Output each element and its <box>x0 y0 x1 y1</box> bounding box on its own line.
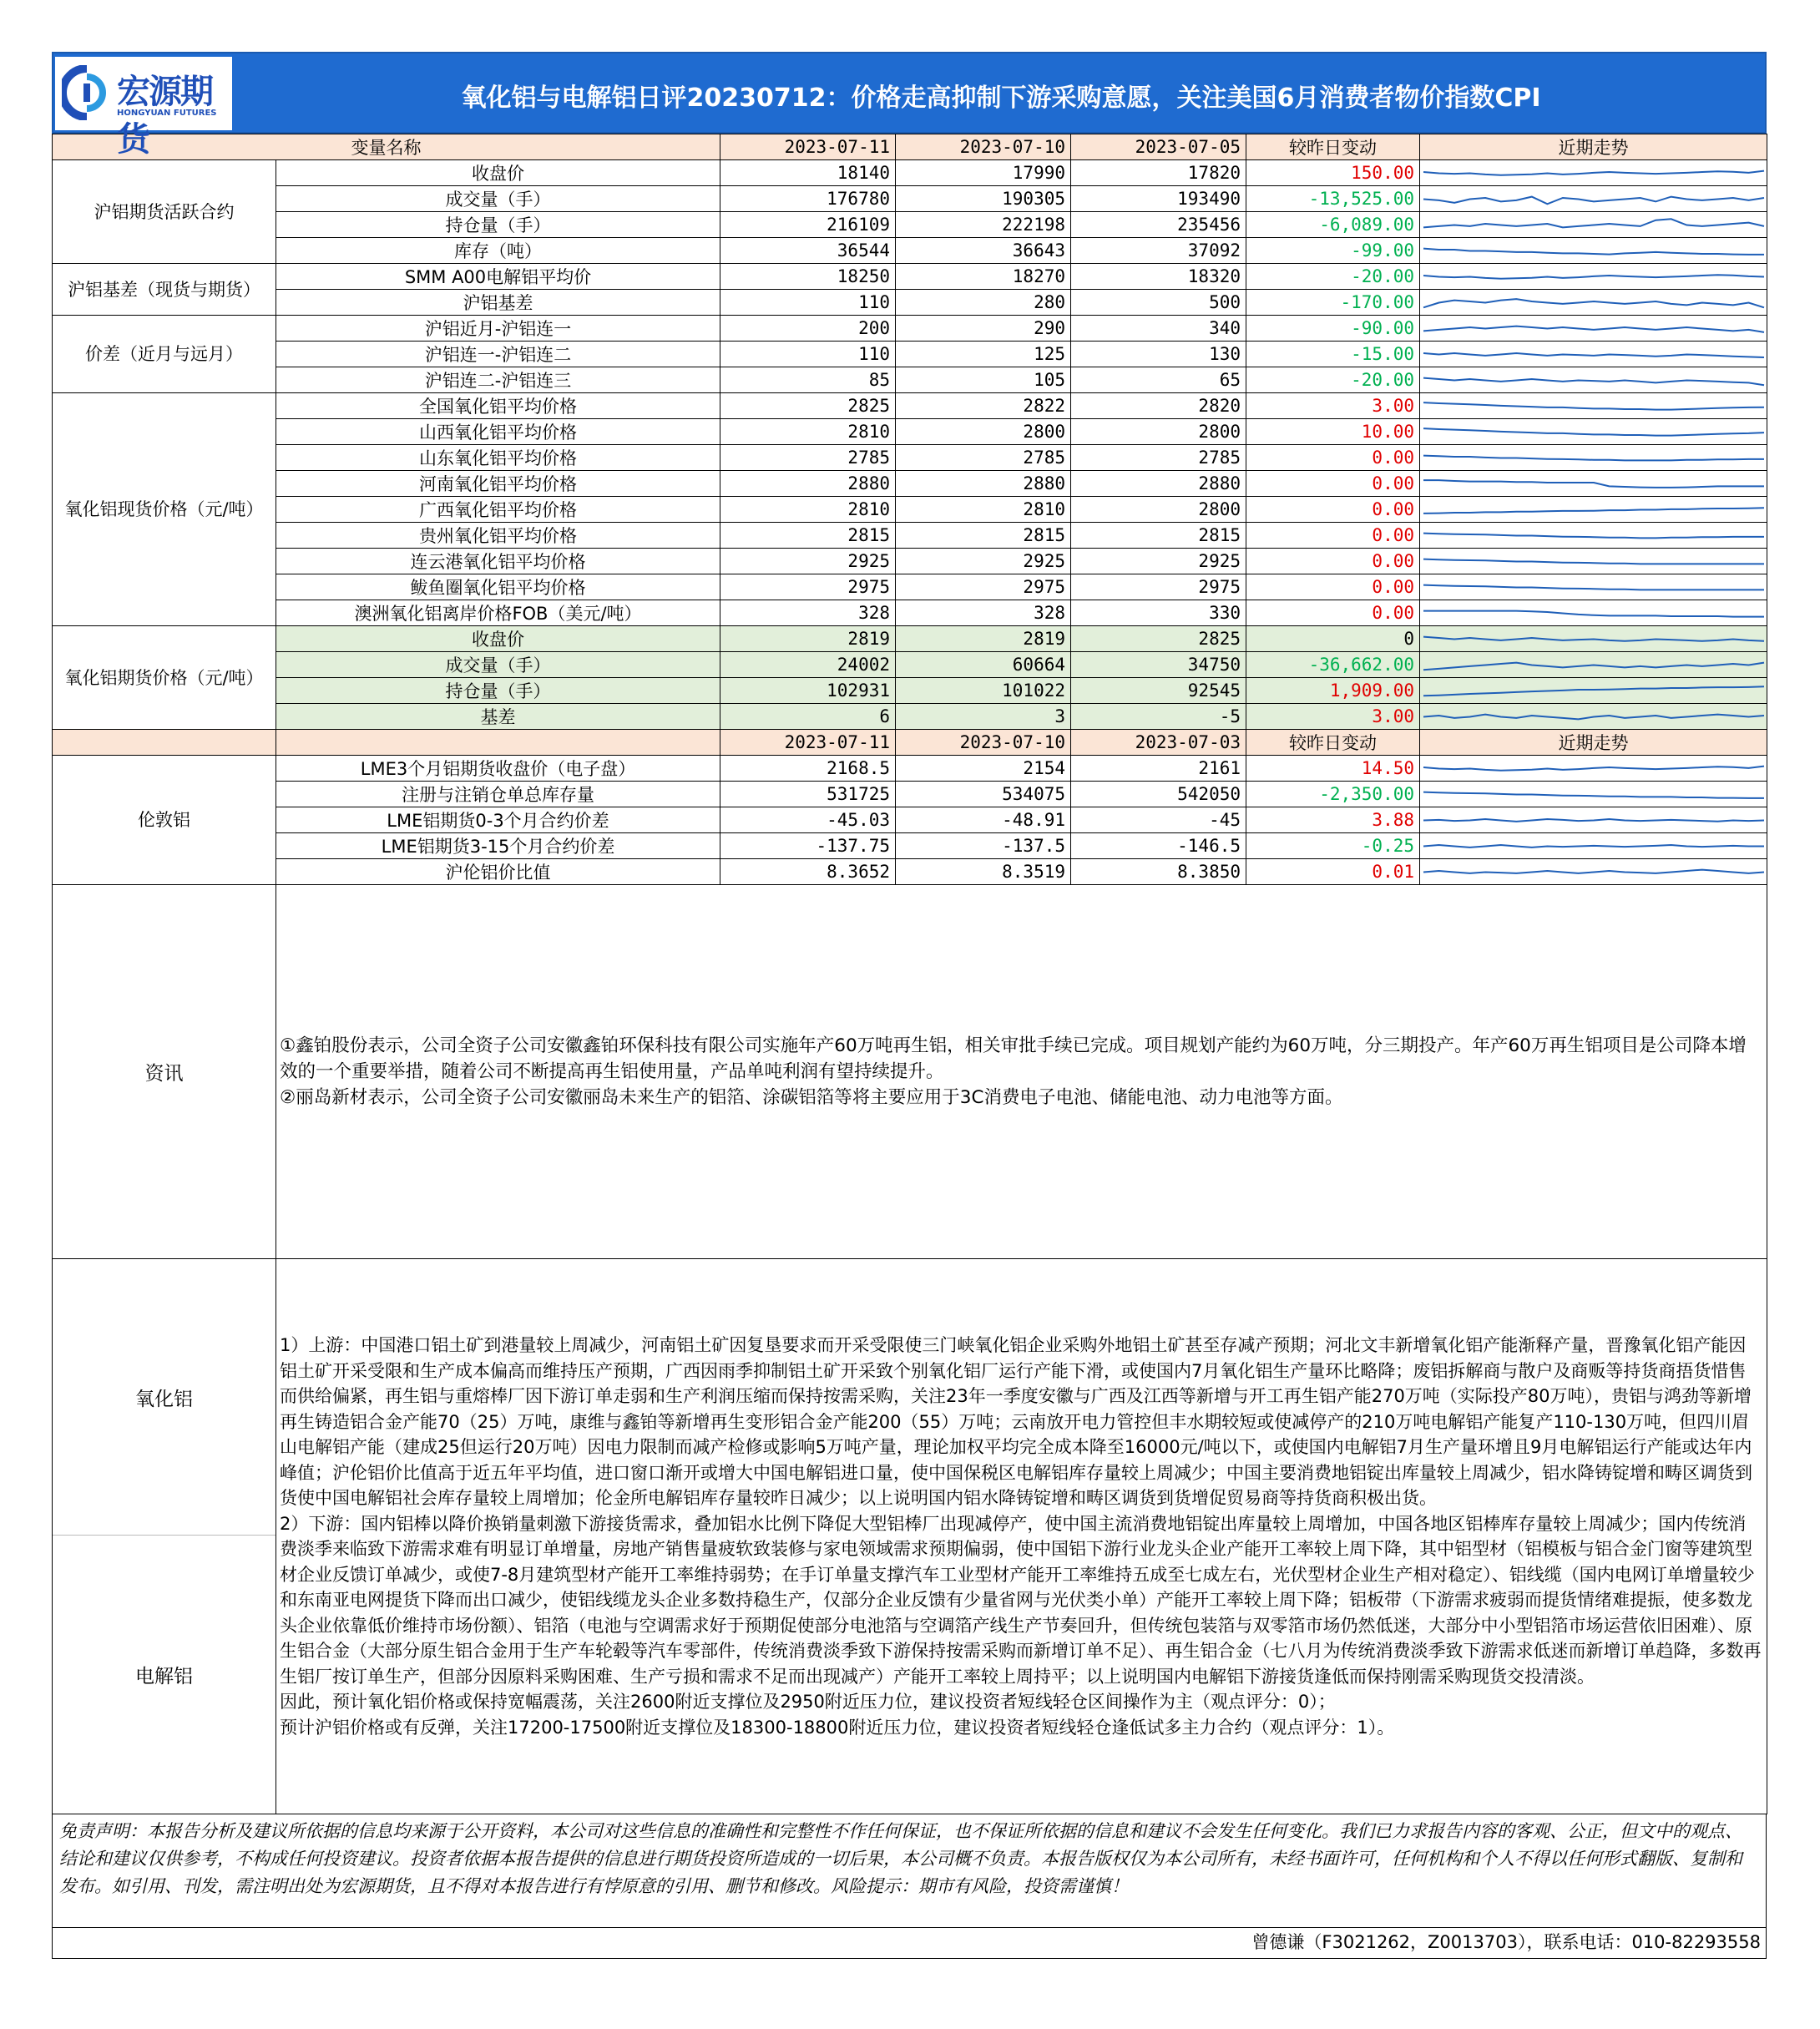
header-blank <box>53 730 276 756</box>
sparkline-chart <box>1420 679 1767 703</box>
value-cell: 534075 <box>896 782 1071 807</box>
value-cell: 2815 <box>720 523 896 549</box>
value-cell: 37092 <box>1071 238 1246 264</box>
value-cell: 2880 <box>720 471 896 497</box>
change-cell: 3.00 <box>1246 393 1420 419</box>
row-name: LME3个月铝期货收盘价（电子盘） <box>276 756 720 782</box>
table-row <box>53 652 1767 678</box>
header-col-1: 2023-07-10 <box>896 730 1071 756</box>
change-cell: 3.88 <box>1246 807 1420 833</box>
value-cell: 2800 <box>1071 497 1246 523</box>
news-row <box>53 885 1767 1259</box>
value-cell: 2880 <box>1071 471 1246 497</box>
news-item-2: ②丽岛新材表示，公司全资子公司安徽丽岛未来生产的铝箔、涂碳铝箔等将主要应用于3C消费电子电池、储能电池、动力电池等方面。 <box>280 1087 1343 1108</box>
trend-cell <box>1420 290 1767 316</box>
table-row <box>53 600 1767 626</box>
sparkline-chart <box>1420 808 1767 832</box>
value-cell: 2810 <box>720 419 896 445</box>
table-row <box>53 290 1767 316</box>
sparkline-chart <box>1420 342 1767 367</box>
value-cell: 190305 <box>896 186 1071 212</box>
value-cell: 2785 <box>1071 445 1246 471</box>
logo-text-en: HONGYUAN FUTURES <box>117 109 217 118</box>
value-cell: 65 <box>1071 367 1246 393</box>
sparkline-chart <box>1420 368 1767 392</box>
trend-cell <box>1420 445 1767 471</box>
value-cell: 2822 <box>896 393 1071 419</box>
table-row <box>53 782 1767 807</box>
analysis-downstream: 2）下游：国内铝棒以降价换销量刺激下游接货需求，叠加铝水比例下降促大型铝棒厂出现减停产，使中国主流消费地铝锭出库量较上周增加，中国各地区铝棒库存量较上周减少；国内传统消费淡季来临致下游需求难有明显订单增量，房地产销售量疲软致装修与家电领域需求预期偏弱，使中国铝下游行业龙头企业产能开工率较上周下降，其中铝型材（铝模板与铝合金门窗等建筑型材企业反馈订单减少，或使7-8月建筑型材产能开工率维持弱势；在手订单量支撑汽车工业型材产能开工率维持五成至七成左右，光伏型材企业生产相对稳定）、铝线缆（国内电网订单增量较少和东南亚电网提货下降而出口减少，使铝线缆龙头企业多数持稳生产，仅部分企业反馈有少量省网与光伏类小单）产能开工率较上周下降；铝板带（下游需求疲弱而提货情绪难提振，使多数龙头企业依靠低价维持市场份额）、铝箔（电池与空调需求好于预期促使部分电池箔与空调箔产线生产节奏回升，但传统包装箔与双零箔市场仍然低迷，大部分中小型铝箔市场运营依旧困难）、原生铝合金（大部分原生铝合金用于生产车轮毂等汽车零部件，传统消费淡季致下游保持按需采购而新增订单不足）、再生铝合金（七八月为传统消费淡季致下游需求低迷而新增订单趋降，多数再生铝厂按订单生产，但部分因原料采购困难、生产亏损和需求不足而出现减产）产能开工率较上周持平；以上说明国内电解铝下游接货逢低而保持刚需采购现货交投清淡。 <box>280 1513 1762 1687</box>
value-cell: 2820 <box>1071 393 1246 419</box>
row-name: 贵州氧化铝平均价格 <box>276 523 720 549</box>
change-cell: 14.50 <box>1246 756 1420 782</box>
sparkline-chart <box>1420 860 1767 884</box>
table-row <box>53 523 1767 549</box>
trend-cell <box>1420 807 1767 833</box>
row-name: 库存（吨） <box>276 238 720 264</box>
sparkline-chart <box>1420 316 1767 341</box>
header-col-1: 2023-07-11 <box>720 134 896 160</box>
table-row <box>53 264 1767 290</box>
row-name: 成交量（手） <box>276 652 720 678</box>
value-cell: 60664 <box>896 652 1071 678</box>
header-col-2: 2023-07-03 <box>1071 730 1246 756</box>
table-row <box>53 367 1767 393</box>
group-label: 伦敦铝 <box>53 756 276 885</box>
trend-cell <box>1420 160 1767 186</box>
sparkline-chart <box>1420 653 1767 677</box>
value-cell: 18270 <box>896 264 1071 290</box>
value-cell: 36643 <box>896 238 1071 264</box>
sparkline-chart <box>1420 601 1767 625</box>
value-cell: 2825 <box>720 393 896 419</box>
change-cell: -0.25 <box>1246 833 1420 859</box>
value-cell: 235456 <box>1071 212 1246 238</box>
header-col-3: 2023-07-05 <box>1071 134 1246 160</box>
table-row <box>53 756 1767 782</box>
trend-cell <box>1420 186 1767 212</box>
value-cell: 2785 <box>720 445 896 471</box>
table-row <box>53 445 1767 471</box>
value-cell: 2810 <box>720 497 896 523</box>
value-cell: 3 <box>896 704 1071 730</box>
row-name: 全国氧化铝平均价格 <box>276 393 720 419</box>
value-cell: 340 <box>1071 316 1246 342</box>
trend-cell <box>1420 678 1767 704</box>
trend-cell <box>1420 600 1767 626</box>
change-cell: 3.00 <box>1246 704 1420 730</box>
value-cell: 24002 <box>720 652 896 678</box>
sparkline-chart <box>1420 524 1767 548</box>
table-row <box>53 471 1767 497</box>
trend-cell <box>1420 393 1767 419</box>
header-col-5: 近期走势 <box>1420 134 1767 160</box>
table-row <box>53 626 1767 652</box>
row-name: 基差 <box>276 704 720 730</box>
contact-info: 曾德谦（F3021262，Z0013703），联系电话：010-82293558 <box>52 1928 1767 1959</box>
value-cell: -45.03 <box>720 807 896 833</box>
group-label: 沪铝基差（现货与期货） <box>53 264 276 316</box>
change-cell: 150.00 <box>1246 160 1420 186</box>
row-name: 收盘价 <box>276 626 720 652</box>
sparkline-chart <box>1420 627 1767 651</box>
value-cell: 2810 <box>896 497 1071 523</box>
change-cell: 1,909.00 <box>1246 678 1420 704</box>
row-name: 注册与注销仓单总库存量 <box>276 782 720 807</box>
value-cell: 125 <box>896 342 1071 367</box>
table-row <box>53 342 1767 367</box>
value-cell: 110 <box>720 290 896 316</box>
trend-cell <box>1420 367 1767 393</box>
row-name: 成交量（手） <box>276 186 720 212</box>
table-row <box>53 549 1767 574</box>
sparkline-chart <box>1420 446 1767 470</box>
table-row <box>53 497 1767 523</box>
trend-cell <box>1420 316 1767 342</box>
value-cell: 290 <box>896 316 1071 342</box>
value-cell: 8.3652 <box>720 859 896 885</box>
sparkline-chart <box>1420 782 1767 807</box>
change-cell: -2,350.00 <box>1246 782 1420 807</box>
value-cell: -146.5 <box>1071 833 1246 859</box>
sparkline-chart <box>1420 239 1767 263</box>
value-cell: 222198 <box>896 212 1071 238</box>
news-content <box>276 885 1767 1259</box>
sparkline-chart <box>1420 187 1767 211</box>
analysis-content <box>276 1259 1767 1814</box>
change-cell: -20.00 <box>1246 367 1420 393</box>
value-cell: 6 <box>720 704 896 730</box>
value-cell: 18140 <box>720 160 896 186</box>
value-cell: 2925 <box>720 549 896 574</box>
value-cell: 2168.5 <box>720 756 896 782</box>
value-cell: 2975 <box>1071 574 1246 600</box>
value-cell: 8.3519 <box>896 859 1071 885</box>
trend-cell <box>1420 419 1767 445</box>
table-row <box>53 419 1767 445</box>
change-cell: -170.00 <box>1246 290 1420 316</box>
value-cell: 2880 <box>896 471 1071 497</box>
electrolytic-label: 电解铝 <box>135 1666 193 1687</box>
value-cell: 2815 <box>896 523 1071 549</box>
row-name: 广西氧化铝平均价格 <box>276 497 720 523</box>
group-label: 氧化铝期货价格（元/吨） <box>53 626 276 730</box>
report-title: 氧化铝与电解铝日评20230712：价格走高抑制下游采购意愿，关注美国6月消费者物价指数CPI <box>461 83 1541 113</box>
change-cell: 10.00 <box>1246 419 1420 445</box>
header-col-4: 近期走势 <box>1420 730 1767 756</box>
data-table <box>52 134 1767 1814</box>
change-cell: 0.01 <box>1246 859 1420 885</box>
trend-cell <box>1420 549 1767 574</box>
value-cell: 531725 <box>720 782 896 807</box>
table-row <box>53 212 1767 238</box>
value-cell: 2819 <box>720 626 896 652</box>
table-row <box>53 186 1767 212</box>
table-row <box>53 238 1767 264</box>
value-cell: 17990 <box>896 160 1071 186</box>
report-page <box>52 52 1767 1959</box>
change-cell: -99.00 <box>1246 238 1420 264</box>
analysis-upstream: 1）上游：中国港口铝土矿到港量较上周减少，河南铝土矿因复垦要求而开采受限使三门峡氧化铝企业采购外地铝土矿甚至存减产预期；河北文丰新增氧化铝产能渐释产量，晋豫氧化铝产能因铝土矿开采受限和生产成本偏高而维持压产预期，广西因雨季抑制铝土矿开采致个别氧化铝厂运行产能下滑，或使国内7月氧化铝生产量环比略降；废铝拆解商与散户及商贩等持货商捂货惜售而供给偏紧，再生铝与重熔棒厂因下游订单走弱和生产利润压缩而保持按需采购，关注23年一季度安徽与广西及江西等新增与开工再生铝产能270万吨（实际投产80万吨），贵铝与鸿劲等新增再生铸造铝合金产能70（25）万吨，康维与鑫铂等新增再生变形铝合金产能200（55）万吨；云南放开电力管控但丰水期较短或使减停产的210万吨电解铝产能复产110-130万吨，但四川眉山电解铝产能（建成25但运行20万吨）因电力限制而减产检修或影响5万吨产量，理论加权平均完全成本降至16000元/吨以下，或使国内电解铝7月生产量环增且9月电解铝运行产能或达年内峰值；沪伦铝价比值高于近五年平均值，进口窗口渐开或增大中国电解铝进口量，使中国保税区电解铝库存量较上周减少；中国主要消费地铝锭出库量较上周减少，铝水降铸锭增和畴区调货到货使中国电解铝社会库存量较上周增加；伦金所电解铝库存量较昨日减少；以上说明国内铝水降铸锭增和畴区调货到货增促贸易商等持货商积极出货。 <box>280 1335 1752 1508</box>
analysis-aluminum-view: 预计沪铝价格或有反弹，关注17200-17500附近支撑位及18300-18800附近压力位，建议投资者短线轻仓逢低试多主力合约（观点评分：1）。 <box>280 1717 1395 1738</box>
sparkline-chart <box>1420 834 1767 858</box>
row-name: SMM A00电解铝平均价 <box>276 264 720 290</box>
table-header-row <box>53 730 1767 756</box>
table-row <box>53 393 1767 419</box>
header-col-0: 2023-07-11 <box>720 730 896 756</box>
value-cell: 193490 <box>1071 186 1246 212</box>
value-cell: 280 <box>896 290 1071 316</box>
row-name: 澳洲氧化铝离岸价格FOB（美元/吨） <box>276 600 720 626</box>
value-cell: 18250 <box>720 264 896 290</box>
value-cell: 2975 <box>720 574 896 600</box>
row-name: 收盘价 <box>276 160 720 186</box>
value-cell: 18320 <box>1071 264 1246 290</box>
value-cell: 2815 <box>1071 523 1246 549</box>
disclaimer: 免责声明：本报告分析及建议所依据的信息均来源于公开资料，本公司对这些信息的准确性和完整性不作任何保证，也不保证所依据的信息和建议不会发生任何变化。我们已力求报告内容的客观、公正，但文中的观点、结论和建议仅供参考，不构成任何投资建议。投资者依据本报告提供的信息进行期货投资所造成的一切后果，本公司概不负责。本报告版权仅为本公司所有，未经书面许可，任何机构和个人不得以任何形式翻版、复制和发布。如引用、刊发，需注明出处为宏源期货，且不得对本报告进行有悖原意的引用、删节和修改。风险提示：期市有风险，投资需谨慎！ <box>52 1814 1767 1928</box>
row-name: 沪伦铝价比值 <box>276 859 720 885</box>
sparkline-chart <box>1420 161 1767 185</box>
row-name: 山东氧化铝平均价格 <box>276 445 720 471</box>
change-cell: -90.00 <box>1246 316 1420 342</box>
value-cell: 8.3850 <box>1071 859 1246 885</box>
value-cell: 216109 <box>720 212 896 238</box>
row-name: 持仓量（手） <box>276 678 720 704</box>
news-item-1: ①鑫铂股份表示，公司全资子公司安徽鑫铂环保科技有限公司实施年产60万吨再生铝，相关审批手续已完成。项目规划产能约为60万吨，分三期投产。年产60万再生铝项目是公司降本增效的一个重要举措，随着公司不断提高再生铝使用量，产品单吨利润有望持续提升。 <box>280 1035 1747 1082</box>
table-row <box>53 807 1767 833</box>
change-cell: 0.00 <box>1246 549 1420 574</box>
sparkline-chart <box>1420 498 1767 522</box>
value-cell: 105 <box>896 367 1071 393</box>
value-cell: 2925 <box>1071 549 1246 574</box>
value-cell: -5 <box>1071 704 1246 730</box>
value-cell: 2161 <box>1071 756 1246 782</box>
value-cell: 2925 <box>896 549 1071 574</box>
header-variable: 变量名称 <box>53 134 720 160</box>
value-cell: 2154 <box>896 756 1071 782</box>
row-name: LME铝期货3-15个月合约价差 <box>276 833 720 859</box>
trend-cell <box>1420 626 1767 652</box>
table-row <box>53 859 1767 885</box>
value-cell: 102931 <box>720 678 896 704</box>
value-cell: 2975 <box>896 574 1071 600</box>
sparkline-chart <box>1420 756 1767 781</box>
row-name: 沪铝连一-沪铝连二 <box>276 342 720 367</box>
change-cell: 0.00 <box>1246 497 1420 523</box>
value-cell: 2800 <box>896 419 1071 445</box>
sparkline-chart <box>1420 291 1767 315</box>
group-label: 价差（近月与远月） <box>53 316 276 393</box>
row-name: 沪铝连二-沪铝连三 <box>276 367 720 393</box>
value-cell: 34750 <box>1071 652 1246 678</box>
value-cell: 200 <box>720 316 896 342</box>
header-blank <box>276 730 720 756</box>
sparkline-chart <box>1420 472 1767 496</box>
trend-cell <box>1420 264 1767 290</box>
value-cell: 176780 <box>720 186 896 212</box>
row-name: LME铝期货0-3个月合约价差 <box>276 807 720 833</box>
trend-cell <box>1420 574 1767 600</box>
change-cell: -13,525.00 <box>1246 186 1420 212</box>
change-cell: -20.00 <box>1246 264 1420 290</box>
trend-cell <box>1420 497 1767 523</box>
trend-cell <box>1420 704 1767 730</box>
value-cell: -45 <box>1071 807 1246 833</box>
change-cell: 0.00 <box>1246 574 1420 600</box>
value-cell: 2819 <box>896 626 1071 652</box>
trend-cell <box>1420 342 1767 367</box>
header-col-4: 较昨日变动 <box>1246 134 1420 160</box>
row-name: 连云港氧化铝平均价格 <box>276 549 720 574</box>
news-label: 资讯 <box>53 885 276 1259</box>
value-cell: 542050 <box>1071 782 1246 807</box>
change-cell: -6,089.00 <box>1246 212 1420 238</box>
row-name: 持仓量（手） <box>276 212 720 238</box>
trend-cell <box>1420 756 1767 782</box>
value-cell: 328 <box>720 600 896 626</box>
logo-emblem-icon <box>62 65 112 120</box>
trend-cell <box>1420 238 1767 264</box>
logo-text-cn: 宏源期货 <box>117 73 212 159</box>
value-cell: -137.75 <box>720 833 896 859</box>
group-label: 沪铝期货活跃合约 <box>53 160 276 264</box>
value-cell: 17820 <box>1071 160 1246 186</box>
sparkline-chart <box>1420 265 1767 289</box>
table-row <box>53 678 1767 704</box>
trend-cell <box>1420 652 1767 678</box>
row-name: 山西氧化铝平均价格 <box>276 419 720 445</box>
header-col-2: 2023-07-10 <box>896 134 1071 160</box>
change-cell: 0 <box>1246 626 1420 652</box>
analysis-row <box>53 1259 1767 1814</box>
row-name: 沪铝基差 <box>276 290 720 316</box>
value-cell: 2825 <box>1071 626 1246 652</box>
value-cell: 130 <box>1071 342 1246 367</box>
value-cell: 2800 <box>1071 419 1246 445</box>
sparkline-chart <box>1420 549 1767 574</box>
trend-cell <box>1420 859 1767 885</box>
trend-cell <box>1420 523 1767 549</box>
analysis-alumina-view: 因此，预计氧化铝价格或保持宽幅震荡，关注2600附近支撑位及2950附近压力位，建议投资者短线轻仓区间操作为主（观点评分：0）； <box>280 1692 1336 1712</box>
company-logo <box>55 57 232 159</box>
row-name: 河南氧化铝平均价格 <box>276 471 720 497</box>
table-row <box>53 574 1767 600</box>
table-row <box>53 160 1767 186</box>
value-cell: 92545 <box>1071 678 1246 704</box>
trend-cell <box>1420 471 1767 497</box>
trend-cell <box>1420 782 1767 807</box>
value-cell: 85 <box>720 367 896 393</box>
change-cell: -36,662.00 <box>1246 652 1420 678</box>
change-cell: 0.00 <box>1246 445 1420 471</box>
value-cell: 110 <box>720 342 896 367</box>
table-header-row <box>53 134 1767 160</box>
group-label: 氧化铝现货价格（元/吨） <box>53 393 276 626</box>
sparkline-chart <box>1420 213 1767 237</box>
row-name: 沪铝近月-沪铝连一 <box>276 316 720 342</box>
sparkline-chart <box>1420 705 1767 729</box>
trend-cell <box>1420 833 1767 859</box>
row-name: 鲅鱼圈氧化铝平均价格 <box>276 574 720 600</box>
analysis-labels <box>53 1259 276 1814</box>
sparkline-chart <box>1420 420 1767 444</box>
trend-cell <box>1420 212 1767 238</box>
table-row <box>53 833 1767 859</box>
change-cell: -15.00 <box>1246 342 1420 367</box>
table-row <box>53 316 1767 342</box>
value-cell: 2785 <box>896 445 1071 471</box>
value-cell: 101022 <box>896 678 1071 704</box>
sparkline-chart <box>1420 575 1767 600</box>
change-cell: 0.00 <box>1246 523 1420 549</box>
sparkline-chart <box>1420 394 1767 418</box>
change-cell: 0.00 <box>1246 471 1420 497</box>
alumina-label: 氧化铝 <box>53 1259 276 1536</box>
change-cell: 0.00 <box>1246 600 1420 626</box>
table-row <box>53 704 1767 730</box>
header-col-3: 较昨日变动 <box>1246 730 1420 756</box>
value-cell: 328 <box>896 600 1071 626</box>
value-cell: -137.5 <box>896 833 1071 859</box>
value-cell: 36544 <box>720 238 896 264</box>
value-cell: 330 <box>1071 600 1246 626</box>
value-cell: 500 <box>1071 290 1246 316</box>
value-cell: -48.91 <box>896 807 1071 833</box>
